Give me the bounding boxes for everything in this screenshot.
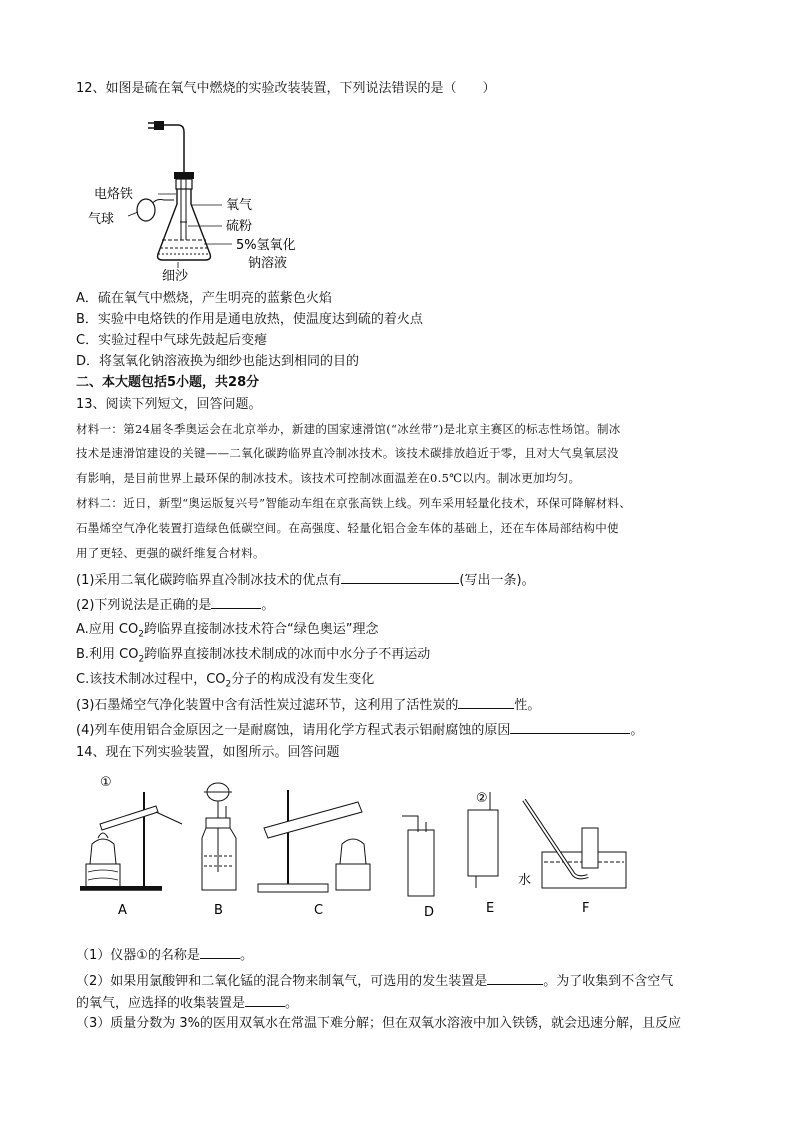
label-iron: 电烙铁 [94,187,134,202]
q12-option-c: C．实验过程中气球先鼓起后变瘪 [76,333,268,348]
q13-part3-tail: 性。 [514,698,541,713]
q13-part1 [76,571,535,590]
label-f: F [582,901,590,916]
answer-blank[interactable] [510,721,630,734]
label-sand: 细沙 [162,269,189,282]
apparatus-d-icon [402,816,434,896]
label-mark1: ① [100,775,112,790]
apparatus-e-icon [468,792,498,888]
material-line: 用了更轻、更强的碳纤维复合材料。 [76,546,265,560]
label-balloon: 气球 [88,212,115,227]
q13-part3-text: (3)石墨烯空气净化装置中含有活性炭过滤环节，这利用了活性炭的 [76,698,459,713]
q13-part2-tail: 。 [261,598,275,613]
option-b-tail: 跨临界直接制冰技术制成的冰而中水分子不再运动 [144,647,431,662]
subscript: 2 [138,629,144,640]
material-line: 有影响，是目前世界上最环保的制冰技术。该技术可控制冰面温差在0.5℃以内。制冰更加均匀。 [76,471,581,485]
q12-figure [86,112,346,282]
section-heading: 二、本大题包括5小题，共28分 [76,375,260,390]
q12-option-a: A．硫在氧气中燃烧，产生明亮的蓝紫色火焰 [76,291,332,306]
subscript: 2 [138,654,145,665]
label-a: A [118,903,127,918]
subscript: 2 [225,679,232,690]
label-naoh-1: 5%氢氧化 [236,238,296,253]
label-mark2: ② [476,791,488,806]
option-a-tail: 跨临界直接制冰技术符合“绿色奥运”理念 [143,622,379,637]
q14-figure [78,772,638,922]
flask-icon [158,172,211,260]
apparatus-b-icon [202,783,236,890]
option-c-tail: 分子的构成没有发生变化 [231,672,375,687]
q13-part4-text: (4)列车使用铝合金原因之一是耐腐蚀，请用化学方程式表示铝耐腐蚀的原因 [76,723,511,738]
label-b: B [214,903,223,918]
answer-blank[interactable] [458,696,514,709]
q14-part2-cont-tail: 。 [285,996,299,1011]
q14-part3: （3）质量分数为 3%的医用双氧水在常温下难分解；但在双氧水溶液中加入铁锈，就会迅速分解，且反应 [76,1016,682,1031]
material-line: 技术是速滑馆建设的关键——二氧化碳跨临界直冷制冰技术。该技术碳排放趋近于零，且对大气臭氧层没 [76,446,619,460]
q14-part2-cont-text: 的氧气，应选择的收集装置是 [76,996,246,1011]
q14-part2-tail: 。为了收集到不含空气 [543,974,674,989]
q13-part1-tail: (写出一条)。 [459,573,535,588]
label-e: E [486,901,495,916]
answer-blank[interactable] [487,972,543,985]
q14-part1-tail: 。 [239,948,253,963]
q14-part1 [76,946,253,965]
option-c-text: C.该技术制冰过程中，CO [76,672,226,687]
option-a-text: A.应用 CO [76,622,139,637]
q12-option-d: D．将氢氧化钠溶液换为细纱也能达到相同的目的 [76,354,360,369]
q13-part2 [76,596,274,615]
q14-part2-cont [76,994,298,1013]
q13-part3 [76,696,540,715]
material-line: 材料一：第24届冬季奥运会在北京举办，新建的国家速滑馆(“冰丝带”)是北京主赛区的标志性场馆。制冰 [76,422,621,436]
q14-part2 [76,972,673,991]
q13-option-a [76,621,378,644]
answer-blank[interactable] [245,994,285,1007]
apparatus-c-icon [258,790,370,892]
label-naoh-2: 钠溶液 [248,256,288,271]
label-sulfur: 硫粉 [226,219,253,234]
material-line: 材料二：近日，新型“奥运版复兴号”智能动车组在京张高铁上线。列车采用轻量化技术，环保可降解材料、 [76,496,632,510]
q13-stem: 13、阅读下列短文，回答问题。 [76,397,262,412]
apparatus-f-icon [524,800,626,888]
label-d: D [424,905,435,920]
q13-part4-tail: 。 [630,723,644,738]
q13-part4 [76,721,643,740]
q13-option-b [76,646,430,669]
q14-part2-text: （2）如果用氯酸钾和二氧化锰的混合物来制氧气，可选用的发生装置是 [76,974,488,989]
material-line: 石墨烯空气净化装置打造绿色低碳空间。在高强度、轻量化铝合金车体的基础上，还在车体局部结构中使 [76,521,619,535]
q12-option-b: B．实验中电烙铁的作用是通电放热，使温度达到硫的着火点 [76,312,423,327]
option-b-text: B.利用 CO [76,647,139,662]
q14-part1-text: （1）仪器①的名称是 [76,948,200,963]
q13-part1-text: (1)采用二氧化碳跨临界直冷制冰技术的优点有 [76,573,342,588]
label-water: 水 [518,873,532,888]
q13-part2-text: (2)下列说法是正确的是 [76,598,212,613]
soldering-iron-plug-icon [148,121,184,174]
label-c: C [314,903,324,918]
label-oxygen: 氧气 [226,198,253,213]
q13-option-c [76,671,374,694]
balloon-icon [137,199,174,221]
answer-blank[interactable] [211,596,261,609]
answer-blank[interactable] [341,571,459,584]
q12-stem: 12、如图是硫在氧气中燃烧的实验改装装置，下列说法错误的是（ ） [76,81,496,96]
answer-blank[interactable] [200,946,240,959]
q14-stem: 14、现在下列实验装置，如图所示。回答问题 [76,745,340,760]
apparatus-a-icon [80,792,182,890]
